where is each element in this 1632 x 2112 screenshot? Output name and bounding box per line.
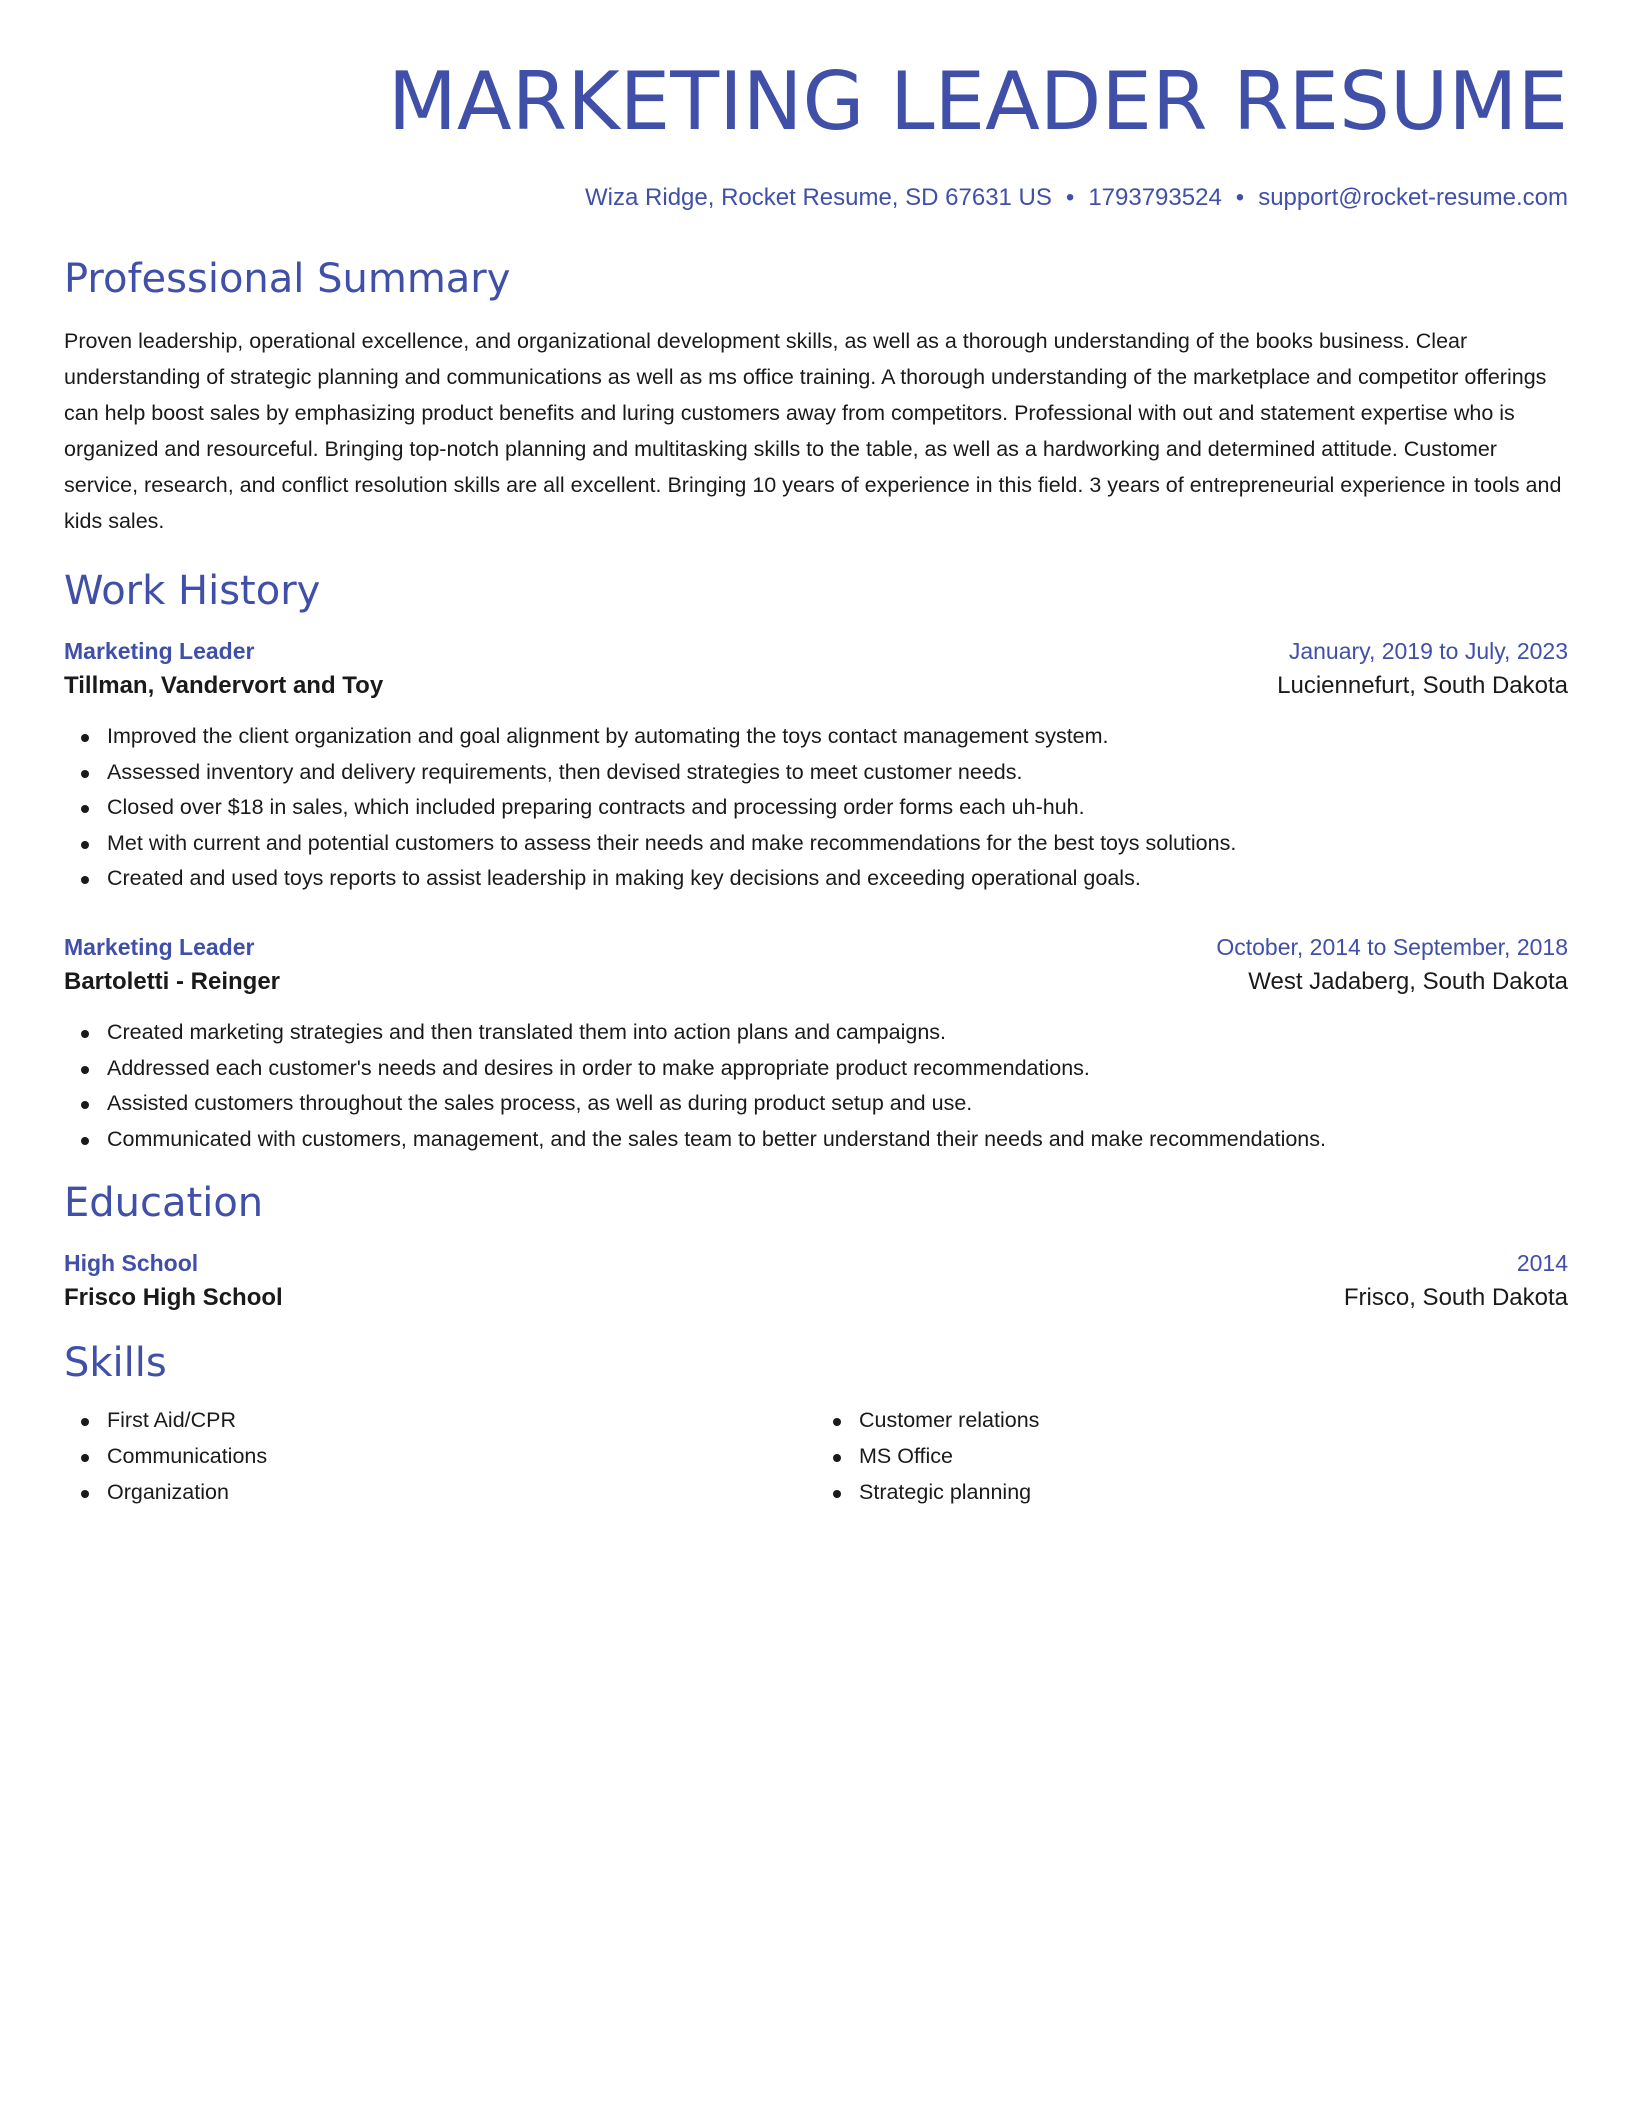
- contact-line: [64, 183, 1568, 213]
- skill-item: [859, 1403, 1568, 1439]
- skill-text: First Aid/CPR: [107, 1408, 237, 1433]
- summary-section: [64, 255, 1568, 539]
- job-company: Tillman, Vandervort and Toy: [64, 672, 384, 699]
- job-bullet: [107, 790, 1568, 826]
- job-bullet-text: Improved the client organization and goal alignment by automating the toys contact management system.: [107, 724, 1109, 748]
- education-year: 2014: [1516, 1250, 1568, 1277]
- job-bullet: [107, 1015, 1568, 1051]
- bullet-dot-icon: [81, 1454, 89, 1462]
- contact-separator: •: [1065, 184, 1075, 211]
- job-bullet-text: Created marketing strategies and then translated them into action plans and campaigns.: [107, 1019, 946, 1044]
- bullet-dot-icon: [833, 1490, 841, 1498]
- job-bullet: [107, 861, 1568, 897]
- job-header-row: [64, 635, 1568, 667]
- job-entry: [64, 635, 1568, 897]
- job-location: Luciennefurt, South Dakota: [1277, 672, 1568, 699]
- job-bullet-text: Assessed inventory and delivery requirements, then devised strategies to meet customer needs.: [107, 759, 1023, 784]
- job-bullet-text: Addressed each customer's needs and desires in order to make appropriate product recommendations.: [107, 1055, 1090, 1080]
- bullet-dot-icon: [833, 1418, 841, 1426]
- education-header-row: [64, 1247, 1568, 1279]
- education-entry: [64, 1247, 1568, 1317]
- bullet-dot-icon: [81, 734, 89, 742]
- job-bullet-text: Closed over $18 in sales, which included preparing contracts and processing order forms each uh-huh.: [107, 795, 1085, 820]
- bullet-dot-icon: [81, 1137, 89, 1145]
- summary-text: Proven leadership, operational excellence, and organizational development skills, as well as a thorough understanding of the books business. Clear understanding of strategic planning and communications as well as ms office training. A thorough understanding of the marketplace and competitor offerings can help boost sales by emphasizing product benefits and luring customers away from competitors. Professional with out and statement expertise who is organized and resourceful. Bringing top-notch planning and multitasking skills to the table, as well as a hardworking and determined attitude. Customer service, research, and conflict resolution skills are all excellent. Bringing 10 years of experience in this field. 3 years of entrepreneurial experience in tools and kids sales.: [64, 329, 1562, 533]
- job-bullet-text: Assisted customers throughout the sales process, as well as during product setup and use.: [107, 1091, 973, 1116]
- bullet-dot-icon: [81, 841, 89, 849]
- job-bullet: [107, 719, 1568, 755]
- section-title-education: Education: [64, 1180, 264, 1227]
- skill-text: MS Office: [859, 1443, 953, 1468]
- bullet-dot-icon: [81, 1101, 89, 1109]
- skills-section: [64, 1339, 1568, 1510]
- skill-item: [107, 1475, 816, 1511]
- education-location: Frisco, South Dakota: [1343, 1284, 1568, 1312]
- skill-item: [859, 1475, 1568, 1511]
- section-title-summary: Professional Summary: [64, 256, 511, 302]
- bullet-dot-icon: [81, 770, 89, 778]
- education-school: Frisco High School: [64, 1284, 283, 1312]
- resume-name: MARKETING LEADER RESUME: [387, 55, 1568, 148]
- job-bullet: [107, 826, 1568, 862]
- education-degree: High School: [64, 1250, 199, 1277]
- skills-column-left: [64, 1403, 816, 1510]
- bullet-dot-icon: [81, 1490, 89, 1498]
- job-company: Bartoletti - Reinger: [64, 967, 281, 995]
- job-company-row: [64, 667, 1568, 705]
- contact-address: Wiza Ridge, Rocket Resume, SD 67631 US: [585, 184, 1052, 211]
- job-entry: [64, 931, 1568, 1157]
- job-bullet: [107, 755, 1568, 791]
- section-title-work-history: Work History: [64, 568, 321, 614]
- job-bullet: [107, 1051, 1568, 1087]
- job-bullet-text: Created and used toys reports to assist leadership in making key decisions and exceeding operational goals.: [107, 866, 1141, 891]
- job-dates: January, 2019 to July, 2023: [1288, 638, 1568, 664]
- education-section: [64, 1179, 1568, 1317]
- skill-text: Strategic planning: [859, 1479, 1032, 1504]
- bullet-dot-icon: [81, 1418, 89, 1426]
- job-company-row: [64, 963, 1568, 1001]
- contact-separator: •: [1235, 184, 1245, 211]
- bullet-dot-icon: [81, 876, 89, 884]
- job-bullet: [107, 1122, 1568, 1158]
- job-bullet-text: Communicated with customers, management, and the sales team to better understand their needs and make recommendations.: [107, 1126, 1326, 1151]
- job-header-row: [64, 931, 1568, 963]
- job-bullet-text: Met with current and potential customers to assess their needs and make recommendations for the best toys solutions.: [107, 830, 1237, 855]
- skills-list: [816, 1403, 1568, 1510]
- skill-item: [107, 1439, 816, 1475]
- job-dates: October, 2014 to September, 2018: [1216, 933, 1568, 960]
- bullet-dot-icon: [833, 1454, 841, 1462]
- skill-text: Customer relations: [859, 1408, 1040, 1433]
- job-bullets: [64, 1015, 1568, 1157]
- skill-text: Communications: [107, 1443, 268, 1468]
- skills-column-right: [816, 1403, 1568, 1510]
- job-title: Marketing Leader: [64, 933, 255, 960]
- skills-grid: [64, 1403, 1568, 1510]
- job-bullet: [107, 1086, 1568, 1122]
- bullet-dot-icon: [81, 1066, 89, 1074]
- bullet-dot-icon: [81, 805, 89, 813]
- contact-phone: 1793793524: [1088, 184, 1222, 211]
- resume-header: [64, 54, 1568, 213]
- contact-email[interactable]: support@rocket-resume.com: [1258, 184, 1568, 211]
- job-title: Marketing Leader: [64, 638, 255, 664]
- job-bullets: [64, 719, 1568, 897]
- education-school-row: [64, 1279, 1568, 1317]
- skills-list: [64, 1403, 816, 1510]
- work-history-section: [64, 567, 1568, 1157]
- skill-text: Organization: [107, 1479, 229, 1504]
- skill-item: [859, 1439, 1568, 1475]
- section-title-skills: Skills: [64, 1340, 167, 1387]
- bullet-dot-icon: [81, 1030, 89, 1038]
- skill-item: [107, 1403, 816, 1439]
- job-location: West Jadaberg, South Dakota: [1248, 967, 1568, 995]
